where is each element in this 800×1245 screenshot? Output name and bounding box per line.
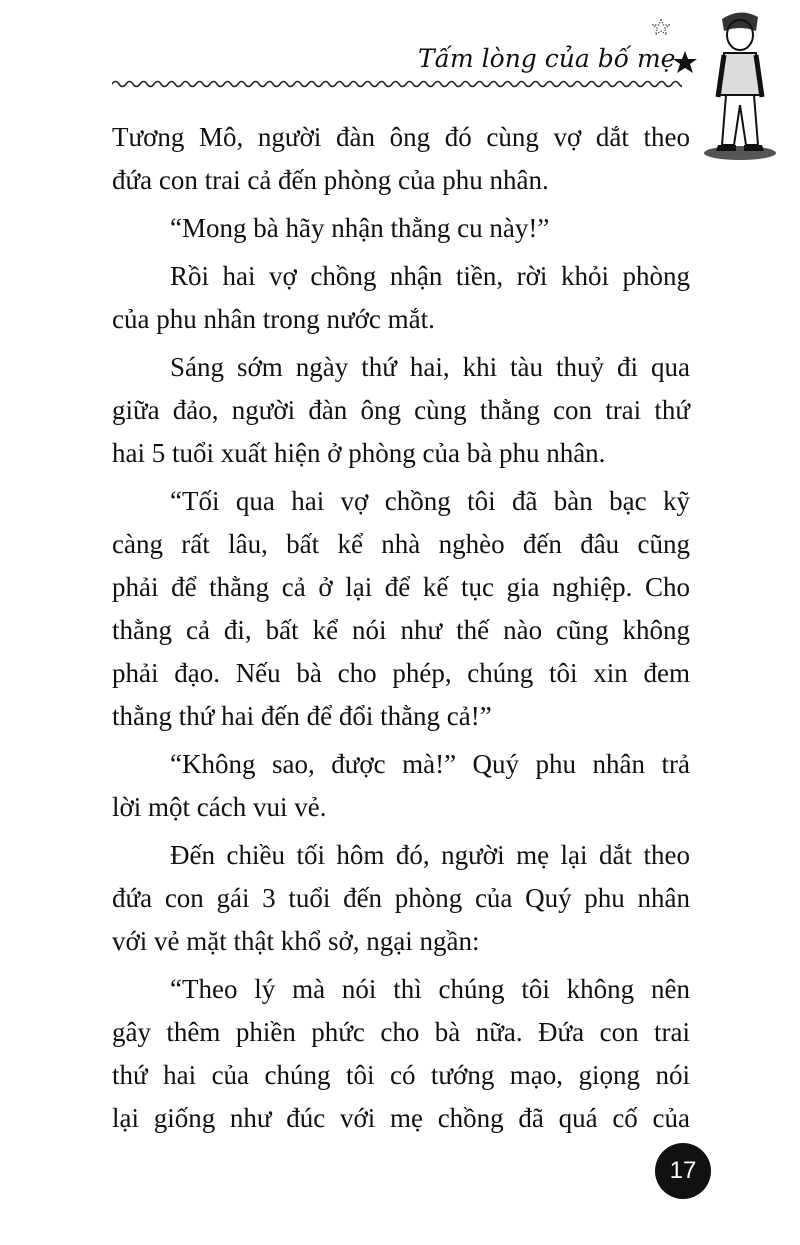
boy-illustration <box>700 5 780 165</box>
text-line: đứa con trai cả đến phòng của phu nhân. <box>112 165 549 195</box>
star-icon <box>672 50 698 74</box>
text-line: thằng cả đi, bất kể nói như thế nào cũng không <box>112 615 690 645</box>
text-line: Tương Mô, người đàn ông đó cùng vợ dắt theo <box>112 122 690 152</box>
chapter-title: Tấm lòng của bố mẹ <box>418 44 676 73</box>
text-line: với vẻ mặt thật khổ sở, ngại ngần: <box>112 926 480 956</box>
text-line: thứ hai của chúng tôi có tướng mạo, giọng nói <box>112 1060 690 1090</box>
text-line: gây thêm phiền phức cho bà nữa. Đứa con trai <box>112 1017 690 1047</box>
text-line: Rồi hai vợ chồng nhận tiền, rời khỏi phòng <box>170 261 690 291</box>
text-line: Sáng sớm ngày thứ hai, khi tàu thuỷ đi qua <box>170 352 690 382</box>
text-line: lời một cách vui vẻ. <box>112 792 327 822</box>
text-line: “Mong bà hãy nhận thằng cu này!” <box>170 213 550 243</box>
text-line: giữa đảo, người đàn ông cùng thằng con trai thứ <box>112 395 690 425</box>
text-line: càng rất lâu, bất kể nhà nghèo đến đâu cũng <box>112 529 690 559</box>
text-line: “Theo lý mà nói thì chúng tôi không nên <box>170 974 690 1004</box>
text-line: thằng thứ hai đến để đổi thằng cả!” <box>112 701 492 731</box>
text-line: hai 5 tuổi xuất hiện ở phòng của bà phu nhân. <box>112 438 606 468</box>
text-line: đứa con gái 3 tuổi đến phòng của Quý phu nhân <box>112 883 690 913</box>
page-number: 17 <box>655 1143 711 1199</box>
small-star-icon <box>652 18 670 36</box>
text-line: phải đạo. Nếu bà cho phép, chúng tôi xin đem <box>112 658 690 688</box>
wavy-divider <box>112 78 682 90</box>
text-line: Đến chiều tối hôm đó, người mẹ lại dắt theo <box>170 840 690 870</box>
text-line: “Tối qua hai vợ chồng tôi đã bàn bạc kỹ <box>170 486 690 516</box>
text-line: của phu nhân trong nước mắt. <box>112 304 435 334</box>
text-line: phải để thằng cả ở lại để kế tục gia nghiệp. Cho <box>112 572 690 602</box>
text-line: “Không sao, được mà!” Quý phu nhân trả <box>170 749 690 779</box>
text-line: lại giống như đúc với mẹ chồng đã quá cố của <box>112 1103 690 1133</box>
